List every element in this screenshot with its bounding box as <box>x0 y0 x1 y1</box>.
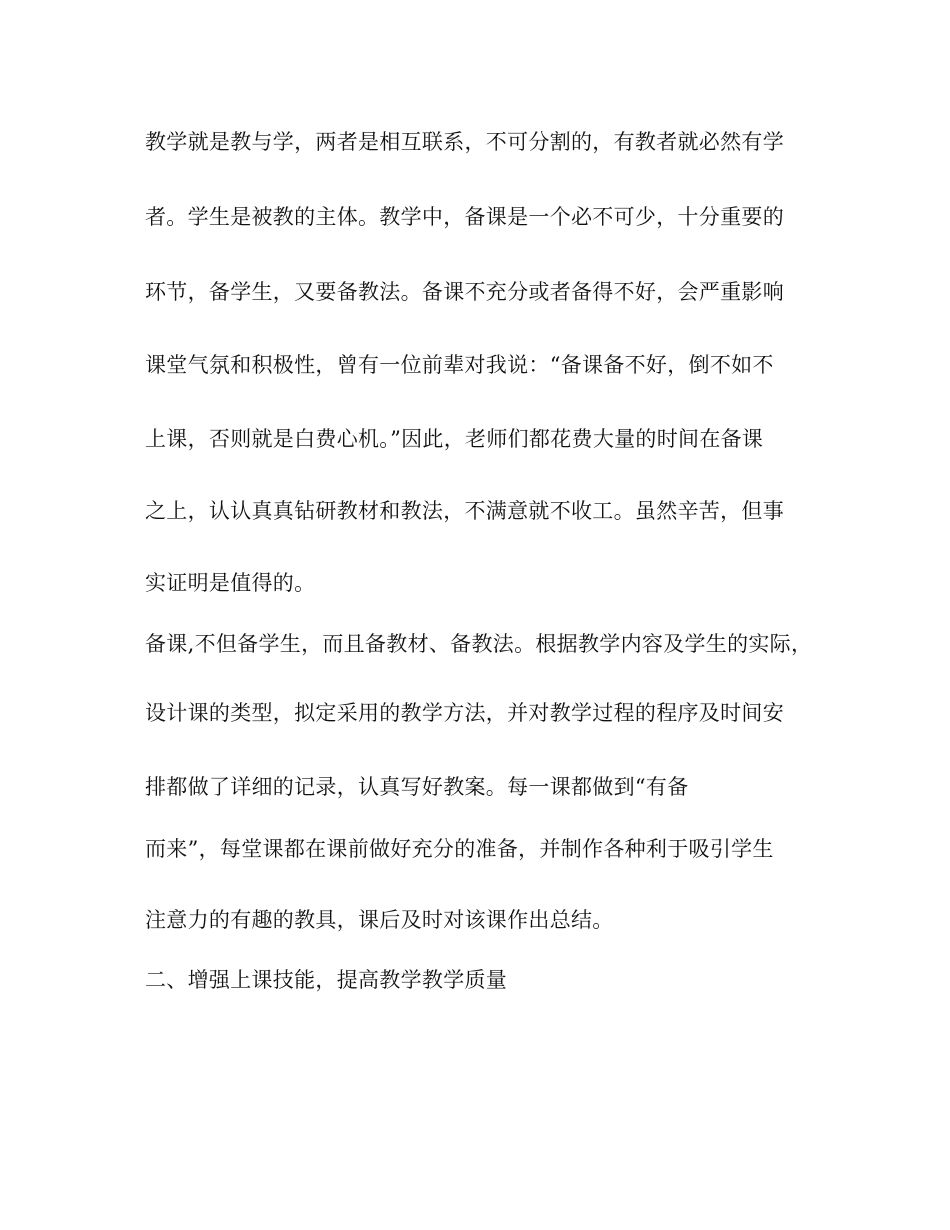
paragraph-line: 之上，认认真真钻研教材和教法，不满意就不收工。虽然辛苦，但事 <box>145 499 784 523</box>
section-heading: 二、增强上课技能，提高教学教学质量 <box>145 968 508 992</box>
paragraph-line: 注意力的有趣的教具，课后及时对该课作出总结。 <box>145 908 614 932</box>
paragraph-line: 而来”，每堂课都在课前做好充分的准备，并制作各种利于吸引学生 <box>145 837 774 861</box>
paragraph-line: 教学就是教与学，两者是相互联系，不可分割的，有教者就必然有学 <box>145 130 784 154</box>
paragraph-line: 备课,不但备学生，而且备教材、备教法。根据教学内容及学生的实际， <box>145 632 813 656</box>
paragraph-line: 排都做了详细的记录，认真写好教案。每一课都做到“有备 <box>145 775 689 799</box>
paragraph-line: 上课，否则就是白费心机。”因此，老师们都花费大量的时间在备课 <box>145 427 764 451</box>
paragraph-line: 课堂气氛和积极性，曾有一位前辈对我说：“备课备不好，倒不如不 <box>145 353 774 377</box>
paragraph-line: 设计课的类型，拟定采用的教学方法，并对教学过程的程序及时间安 <box>145 701 784 725</box>
paragraph-line: 实证明是值得的。 <box>145 571 316 595</box>
paragraph-line: 环节，备学生，又要备教法。备课不充分或者备得不好，会严重影响 <box>145 280 784 304</box>
paragraph-line: 者。学生是被教的主体。教学中，备课是一个必不可少，十分重要的 <box>145 205 784 229</box>
